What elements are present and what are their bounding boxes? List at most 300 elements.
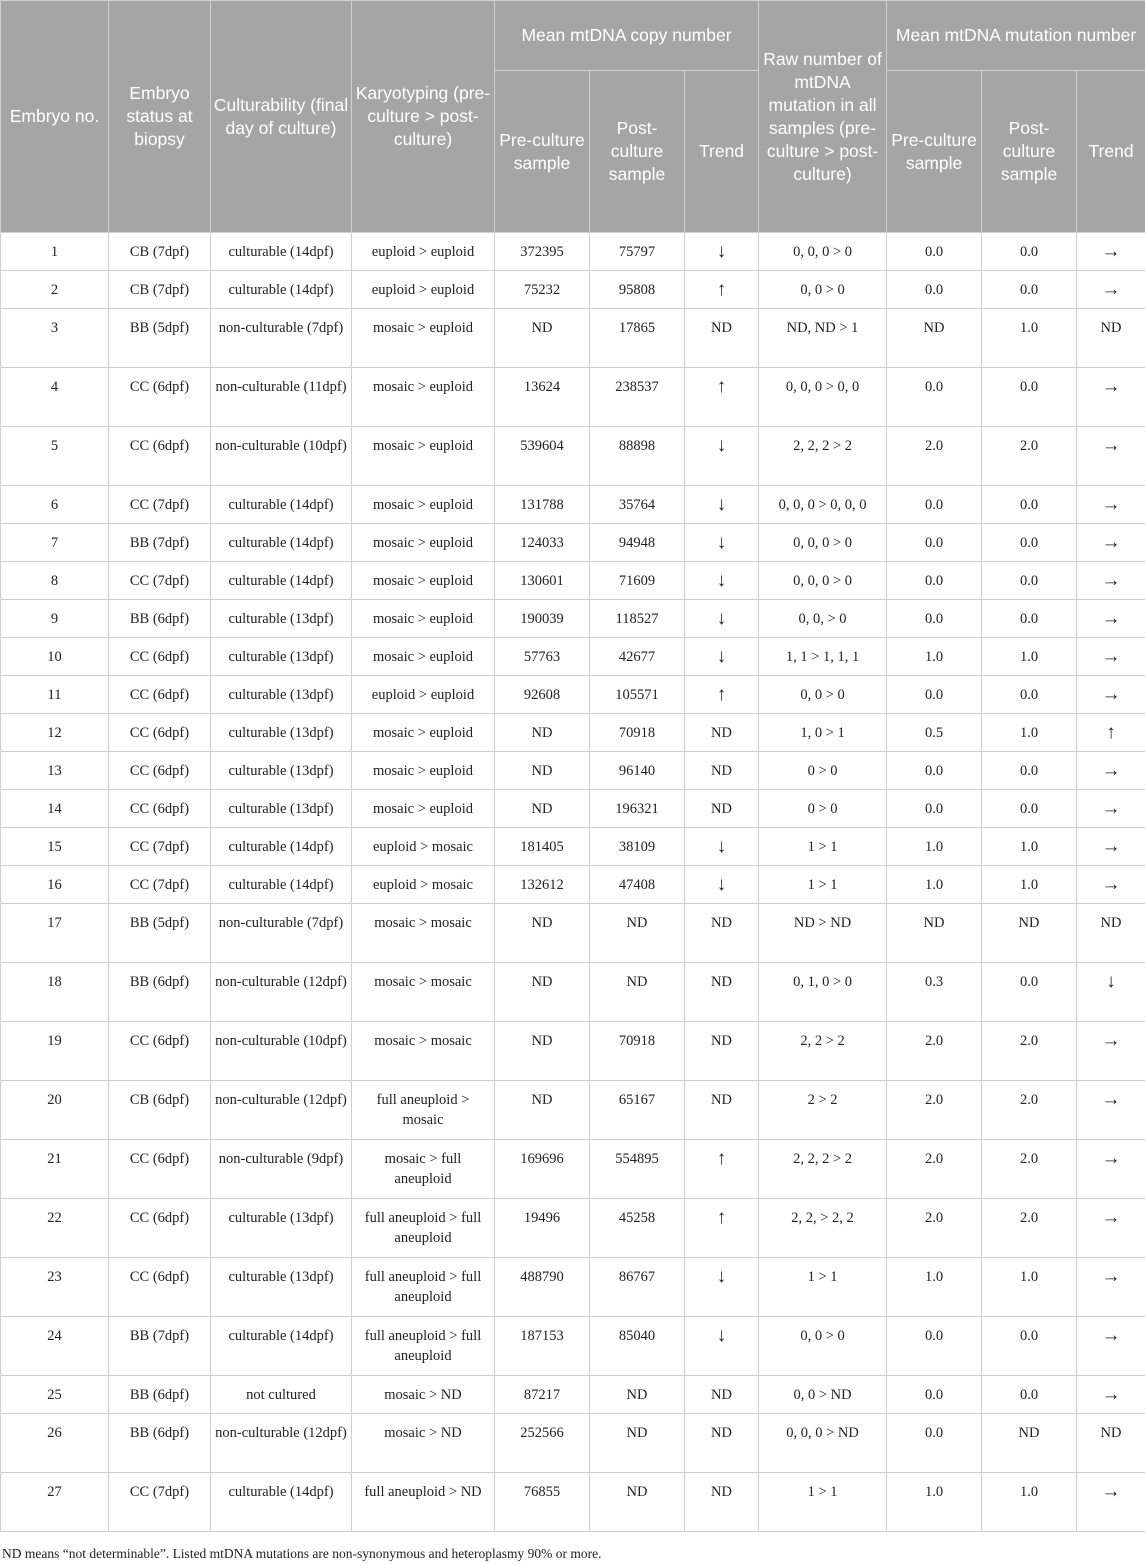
cell-embryo-no: 6 [1, 486, 109, 524]
cell-mut-pre-culture: 2.0 [887, 1081, 982, 1140]
cell-karyotyping: mosaic > euploid [352, 427, 495, 486]
cell-cn-pre-culture: 19496 [495, 1199, 590, 1258]
cell-culturability: non-culturable (12dpf) [211, 963, 352, 1022]
cell-embryo-no: 9 [1, 600, 109, 638]
cell-mut-pre-culture: 1.0 [887, 1258, 982, 1317]
cell-cn-trend: ND [685, 714, 759, 752]
cell-mut-pre-culture: 0.0 [887, 524, 982, 562]
header-cn-trend: Trend [685, 71, 759, 233]
cell-mut-pre-culture: ND [887, 904, 982, 963]
table-row [1, 866, 1145, 904]
cell-culturability: culturable (14dpf) [211, 1317, 352, 1376]
cell-cn-pre-culture: ND [495, 904, 590, 963]
cell-mut-post-culture: 1.0 [982, 1258, 1077, 1317]
cell-cn-pre-culture: 187153 [495, 1317, 590, 1376]
cell-mut-pre-culture: 1.0 [887, 828, 982, 866]
cell-raw-mutation: ND > ND [759, 904, 887, 963]
cell-cn-pre-culture: ND [495, 963, 590, 1022]
cell-culturability: non-culturable (12dpf) [211, 1414, 352, 1473]
cell-embryo-no: 21 [1, 1140, 109, 1199]
cell-mut-post-culture: 0.0 [982, 486, 1077, 524]
table-row [1, 524, 1145, 562]
cell-cn-pre-culture: 539604 [495, 427, 590, 486]
cell-embryo-no: 11 [1, 676, 109, 714]
cell-cn-pre-culture: ND [495, 790, 590, 828]
cell-mut-pre-culture: 1.0 [887, 1473, 982, 1532]
cell-embryo-no: 3 [1, 309, 109, 368]
cell-cn-post-culture: ND [590, 1414, 685, 1473]
table-row [1, 1473, 1145, 1532]
cell-cn-pre-culture: 57763 [495, 638, 590, 676]
cell-cn-trend: ↓ [685, 562, 759, 600]
header-copy-number-group: Mean mtDNA copy number [495, 1, 759, 71]
cell-mut-post-culture: 2.0 [982, 1022, 1077, 1081]
cell-cn-post-culture: ND [590, 1473, 685, 1532]
cell-raw-mutation: 1 > 1 [759, 1258, 887, 1317]
cell-embryo-status: BB (6dpf) [109, 963, 211, 1022]
cell-mut-post-culture: 2.0 [982, 1140, 1077, 1199]
cell-cn-trend: ↓ [685, 1258, 759, 1317]
cell-mut-trend: → [1077, 271, 1145, 309]
cell-culturability: culturable (13dpf) [211, 1258, 352, 1317]
cell-raw-mutation: 0, 0, > 0 [759, 600, 887, 638]
cell-embryo-no: 16 [1, 866, 109, 904]
cell-cn-trend: ND [685, 1081, 759, 1140]
cell-mut-pre-culture: 1.0 [887, 638, 982, 676]
cell-embryo-status: CC (6dpf) [109, 368, 211, 427]
cell-karyotyping: mosaic > mosaic [352, 904, 495, 963]
cell-raw-mutation: 0, 0 > 0 [759, 1317, 887, 1376]
cell-culturability: culturable (14dpf) [211, 486, 352, 524]
cell-karyotyping: mosaic > ND [352, 1376, 495, 1414]
cell-raw-mutation: 2, 2, > 2, 2 [759, 1199, 887, 1258]
cell-mut-pre-culture: 0.0 [887, 676, 982, 714]
cell-culturability: culturable (14dpf) [211, 1473, 352, 1532]
cell-karyotyping: mosaic > mosaic [352, 1022, 495, 1081]
cell-embryo-status: CC (7dpf) [109, 866, 211, 904]
cell-mut-post-culture: 0.0 [982, 600, 1077, 638]
cell-raw-mutation: 0 > 0 [759, 752, 887, 790]
cell-karyotyping: mosaic > euploid [352, 600, 495, 638]
cell-cn-post-culture: 45258 [590, 1199, 685, 1258]
header-karyotyping: Karyotyping (pre-culture > post-culture) [352, 1, 495, 233]
cell-karyotyping: euploid > mosaic [352, 866, 495, 904]
cell-karyotyping: euploid > euploid [352, 233, 495, 271]
table-row [1, 1022, 1145, 1081]
cell-cn-trend: ↓ [685, 486, 759, 524]
cell-mut-trend: → [1077, 1317, 1145, 1376]
table-row [1, 368, 1145, 427]
cell-cn-post-culture: 75797 [590, 233, 685, 271]
cell-cn-pre-culture: 75232 [495, 271, 590, 309]
cell-mut-pre-culture: 1.0 [887, 866, 982, 904]
cell-embryo-status: CC (6dpf) [109, 427, 211, 486]
cell-cn-post-culture: 70918 [590, 714, 685, 752]
cell-raw-mutation: 1 > 1 [759, 1473, 887, 1532]
cell-cn-trend: ND [685, 752, 759, 790]
cell-culturability: culturable (14dpf) [211, 866, 352, 904]
cell-cn-post-culture: 238537 [590, 368, 685, 427]
cell-cn-post-culture: 47408 [590, 866, 685, 904]
cell-culturability: culturable (13dpf) [211, 600, 352, 638]
cell-embryo-no: 15 [1, 828, 109, 866]
cell-mut-trend: → [1077, 1473, 1145, 1532]
cell-karyotyping: mosaic > euploid [352, 368, 495, 427]
cell-raw-mutation: 0, 0, 0 > 0 [759, 562, 887, 600]
cell-culturability: non-culturable (9dpf) [211, 1140, 352, 1199]
cell-cn-post-culture: 96140 [590, 752, 685, 790]
cell-cn-post-culture: 88898 [590, 427, 685, 486]
cell-cn-pre-culture: 252566 [495, 1414, 590, 1473]
cell-cn-post-culture: 85040 [590, 1317, 685, 1376]
cell-mut-post-culture: 0.0 [982, 1376, 1077, 1414]
cell-mut-post-culture: 1.0 [982, 828, 1077, 866]
cell-cn-trend: ↑ [685, 1199, 759, 1258]
cell-embryo-no: 8 [1, 562, 109, 600]
cell-mut-trend: → [1077, 790, 1145, 828]
cell-raw-mutation: 2, 2 > 2 [759, 1022, 887, 1081]
cell-cn-pre-culture: 169696 [495, 1140, 590, 1199]
cell-mut-post-culture: 1.0 [982, 1473, 1077, 1532]
cell-culturability: culturable (14dpf) [211, 828, 352, 866]
cell-embryo-no: 22 [1, 1199, 109, 1258]
table-row [1, 1414, 1145, 1473]
cell-culturability: not cultured [211, 1376, 352, 1414]
cell-cn-post-culture: 65167 [590, 1081, 685, 1140]
cell-embryo-status: CC (6dpf) [109, 1199, 211, 1258]
cell-cn-trend: ND [685, 1414, 759, 1473]
cell-culturability: non-culturable (12dpf) [211, 1081, 352, 1140]
cell-cn-pre-culture: 190039 [495, 600, 590, 638]
cell-karyotyping: mosaic > euploid [352, 714, 495, 752]
cell-mut-post-culture: 0.0 [982, 368, 1077, 427]
cell-cn-pre-culture: 92608 [495, 676, 590, 714]
cell-embryo-no: 24 [1, 1317, 109, 1376]
cell-cn-pre-culture: 132612 [495, 866, 590, 904]
cell-mut-trend: → [1077, 233, 1145, 271]
cell-cn-trend: ND [685, 1376, 759, 1414]
cell-cn-trend: ↓ [685, 1317, 759, 1376]
cell-embryo-status: CC (6dpf) [109, 1022, 211, 1081]
cell-embryo-status: BB (7dpf) [109, 524, 211, 562]
cell-cn-pre-culture: 181405 [495, 828, 590, 866]
cell-raw-mutation: 0 > 0 [759, 790, 887, 828]
table-row [1, 963, 1145, 1022]
header-embryo-status: Embryo status at biopsy [109, 1, 211, 233]
cell-cn-pre-culture: 131788 [495, 486, 590, 524]
cell-mut-pre-culture: 2.0 [887, 1022, 982, 1081]
cell-karyotyping: mosaic > euploid [352, 309, 495, 368]
table-row [1, 271, 1145, 309]
cell-embryo-no: 20 [1, 1081, 109, 1140]
cell-embryo-no: 12 [1, 714, 109, 752]
cell-culturability: non-culturable (10dpf) [211, 1022, 352, 1081]
cell-cn-trend: ↓ [685, 427, 759, 486]
cell-embryo-status: CB (6dpf) [109, 1081, 211, 1140]
table-row [1, 486, 1145, 524]
cell-embryo-no: 1 [1, 233, 109, 271]
cell-embryo-status: CB (7dpf) [109, 233, 211, 271]
cell-mut-post-culture: 2.0 [982, 1199, 1077, 1258]
table-row [1, 562, 1145, 600]
cell-raw-mutation: 0, 0, 0 > 0 [759, 233, 887, 271]
table-body [1, 233, 1145, 1532]
cell-karyotyping: full aneuploid > full aneuploid [352, 1199, 495, 1258]
header-cn-pre-culture: Pre-culture sample [495, 71, 590, 233]
cell-embryo-status: CC (6dpf) [109, 752, 211, 790]
table-row [1, 1140, 1145, 1199]
cell-culturability: non-culturable (7dpf) [211, 904, 352, 963]
table-row [1, 1317, 1145, 1376]
cell-embryo-status: BB (6dpf) [109, 1376, 211, 1414]
cell-cn-post-culture: ND [590, 963, 685, 1022]
cell-raw-mutation: 2 > 2 [759, 1081, 887, 1140]
cell-cn-trend: ND [685, 1473, 759, 1532]
header-mutation-group: Mean mtDNA mutation number [887, 1, 1145, 71]
cell-karyotyping: euploid > euploid [352, 676, 495, 714]
cell-culturability: non-culturable (10dpf) [211, 427, 352, 486]
cell-mut-trend: → [1077, 676, 1145, 714]
cell-cn-pre-culture: ND [495, 1022, 590, 1081]
cell-raw-mutation: 0, 0, 0 > 0, 0, 0 [759, 486, 887, 524]
header-cn-post-culture: Post-culture sample [590, 71, 685, 233]
cell-mut-trend: ND [1077, 1414, 1145, 1473]
cell-mut-trend: → [1077, 866, 1145, 904]
cell-embryo-status: CC (7dpf) [109, 828, 211, 866]
cell-cn-pre-culture: 488790 [495, 1258, 590, 1317]
cell-cn-post-culture: 17865 [590, 309, 685, 368]
table-row [1, 676, 1145, 714]
cell-mut-trend: → [1077, 1199, 1145, 1258]
cell-mut-post-culture: 0.0 [982, 524, 1077, 562]
cell-cn-post-culture: 118527 [590, 600, 685, 638]
cell-culturability: non-culturable (7dpf) [211, 309, 352, 368]
cell-cn-post-culture: 94948 [590, 524, 685, 562]
table-row [1, 638, 1145, 676]
cell-mut-pre-culture: 0.3 [887, 963, 982, 1022]
cell-embryo-no: 27 [1, 1473, 109, 1532]
cell-cn-pre-culture: 130601 [495, 562, 590, 600]
cell-cn-trend: ND [685, 963, 759, 1022]
table-row [1, 714, 1145, 752]
table-row [1, 233, 1145, 271]
table-row [1, 427, 1145, 486]
cell-mut-trend: → [1077, 1022, 1145, 1081]
table-row [1, 828, 1145, 866]
cell-karyotyping: mosaic > euploid [352, 486, 495, 524]
cell-mut-post-culture: ND [982, 1414, 1077, 1473]
cell-mut-pre-culture: ND [887, 309, 982, 368]
cell-mut-post-culture: 1.0 [982, 638, 1077, 676]
cell-cn-pre-culture: ND [495, 1081, 590, 1140]
cell-embryo-status: BB (7dpf) [109, 1317, 211, 1376]
cell-cn-post-culture: 70918 [590, 1022, 685, 1081]
cell-cn-post-culture: 35764 [590, 486, 685, 524]
cell-culturability: culturable (14dpf) [211, 233, 352, 271]
cell-embryo-no: 25 [1, 1376, 109, 1414]
cell-cn-trend: ↑ [685, 676, 759, 714]
cell-cn-trend: ↓ [685, 600, 759, 638]
cell-mut-pre-culture: 0.0 [887, 233, 982, 271]
header-mut-pre-culture: Pre-culture sample [887, 71, 982, 233]
cell-embryo-status: BB (5dpf) [109, 904, 211, 963]
header-embryo-no: Embryo no. [1, 1, 109, 233]
cell-embryo-no: 17 [1, 904, 109, 963]
cell-mut-trend: ND [1077, 309, 1145, 368]
cell-cn-pre-culture: 87217 [495, 1376, 590, 1414]
table-row [1, 790, 1145, 828]
cell-mut-trend: → [1077, 600, 1145, 638]
cell-mut-trend: → [1077, 524, 1145, 562]
cell-cn-trend: ↑ [685, 1140, 759, 1199]
cell-raw-mutation: 1, 0 > 1 [759, 714, 887, 752]
cell-culturability: culturable (13dpf) [211, 714, 352, 752]
cell-culturability: culturable (14dpf) [211, 271, 352, 309]
cell-mut-post-culture: 2.0 [982, 1081, 1077, 1140]
cell-embryo-no: 4 [1, 368, 109, 427]
cell-cn-post-culture: 42677 [590, 638, 685, 676]
cell-embryo-status: CC (6dpf) [109, 638, 211, 676]
cell-embryo-status: CC (6dpf) [109, 790, 211, 828]
cell-mut-trend: → [1077, 1140, 1145, 1199]
cell-cn-post-culture: 86767 [590, 1258, 685, 1317]
table-row [1, 600, 1145, 638]
cell-embryo-no: 26 [1, 1414, 109, 1473]
cell-embryo-status: CC (6dpf) [109, 714, 211, 752]
cell-mut-post-culture: 0.0 [982, 1317, 1077, 1376]
table-row [1, 904, 1145, 963]
cell-raw-mutation: ND, ND > 1 [759, 309, 887, 368]
cell-embryo-status: BB (5dpf) [109, 309, 211, 368]
cell-mut-post-culture: 2.0 [982, 427, 1077, 486]
cell-mut-trend: ↑ [1077, 714, 1145, 752]
cell-raw-mutation: 0, 0, 0 > 0, 0 [759, 368, 887, 427]
cell-cn-pre-culture: 124033 [495, 524, 590, 562]
cell-mut-trend: → [1077, 752, 1145, 790]
cell-embryo-status: CC (6dpf) [109, 1140, 211, 1199]
cell-raw-mutation: 0, 0 > ND [759, 1376, 887, 1414]
cell-mut-post-culture: 0.0 [982, 752, 1077, 790]
cell-karyotyping: full aneuploid > mosaic [352, 1081, 495, 1140]
cell-cn-post-culture: 71609 [590, 562, 685, 600]
cell-cn-post-culture: 196321 [590, 790, 685, 828]
cell-cn-pre-culture: 372395 [495, 233, 590, 271]
cell-mut-post-culture: 1.0 [982, 309, 1077, 368]
cell-mut-pre-culture: 0.0 [887, 486, 982, 524]
cell-embryo-no: 5 [1, 427, 109, 486]
cell-karyotyping: euploid > euploid [352, 271, 495, 309]
table-row [1, 752, 1145, 790]
cell-mut-pre-culture: 2.0 [887, 1140, 982, 1199]
cell-mut-post-culture: ND [982, 904, 1077, 963]
table-row [1, 1258, 1145, 1317]
cell-cn-pre-culture: ND [495, 309, 590, 368]
cell-karyotyping: full aneuploid > ND [352, 1473, 495, 1532]
cell-mut-post-culture: 0.0 [982, 790, 1077, 828]
cell-mut-trend: ND [1077, 904, 1145, 963]
cell-embryo-no: 14 [1, 790, 109, 828]
cell-mut-pre-culture: 0.0 [887, 368, 982, 427]
cell-embryo-no: 18 [1, 963, 109, 1022]
cell-raw-mutation: 2, 2, 2 > 2 [759, 427, 887, 486]
cell-cn-trend: ND [685, 1022, 759, 1081]
cell-mut-pre-culture: 0.0 [887, 271, 982, 309]
table-row [1, 309, 1145, 368]
cell-karyotyping: mosaic > euploid [352, 524, 495, 562]
cell-mut-trend: → [1077, 638, 1145, 676]
cell-culturability: culturable (13dpf) [211, 752, 352, 790]
cell-mut-post-culture: 0.0 [982, 271, 1077, 309]
cell-culturability: culturable (13dpf) [211, 1199, 352, 1258]
header-raw-mutation: Raw number of mtDNA mutation in all samples (pre-culture > post-culture) [759, 1, 887, 233]
cell-karyotyping: mosaic > full aneuploid [352, 1140, 495, 1199]
cell-cn-pre-culture: 13624 [495, 368, 590, 427]
cell-mut-trend: → [1077, 368, 1145, 427]
cell-cn-trend: ↓ [685, 828, 759, 866]
cell-mut-post-culture: 0.0 [982, 562, 1077, 600]
cell-embryo-no: 10 [1, 638, 109, 676]
cell-embryo-status: CB (7dpf) [109, 271, 211, 309]
cell-cn-trend: ↓ [685, 866, 759, 904]
cell-karyotyping: mosaic > euploid [352, 790, 495, 828]
cell-embryo-status: CC (7dpf) [109, 486, 211, 524]
cell-cn-trend: ↑ [685, 368, 759, 427]
table-row [1, 1376, 1145, 1414]
cell-mut-post-culture: 0.0 [982, 676, 1077, 714]
cell-mut-trend: → [1077, 1258, 1145, 1317]
cell-mut-trend: → [1077, 1081, 1145, 1140]
table-footnote: ND means “not determinable”. Listed mtDNA mutations are non-synonymous and heteroplasmy 90% or more. [2, 1546, 602, 1561]
cell-cn-post-culture: ND [590, 904, 685, 963]
cell-cn-post-culture: 105571 [590, 676, 685, 714]
cell-cn-trend: ↓ [685, 524, 759, 562]
cell-mut-pre-culture: 0.0 [887, 752, 982, 790]
cell-raw-mutation: 0, 0, 0 > 0 [759, 524, 887, 562]
cell-cn-trend: ↓ [685, 233, 759, 271]
cell-cn-post-culture: 95808 [590, 271, 685, 309]
cell-embryo-status: CC (6dpf) [109, 1258, 211, 1317]
cell-culturability: culturable (13dpf) [211, 790, 352, 828]
cell-culturability: culturable (14dpf) [211, 562, 352, 600]
cell-embryo-no: 19 [1, 1022, 109, 1081]
cell-mut-trend: → [1077, 828, 1145, 866]
table-row [1, 1199, 1145, 1258]
cell-cn-trend: ↑ [685, 271, 759, 309]
cell-cn-pre-culture: 76855 [495, 1473, 590, 1532]
cell-mut-pre-culture: 0.5 [887, 714, 982, 752]
cell-raw-mutation: 0, 0 > 0 [759, 676, 887, 714]
cell-raw-mutation: 2, 2, 2 > 2 [759, 1140, 887, 1199]
cell-cn-post-culture: 38109 [590, 828, 685, 866]
table-header [1, 1, 1145, 233]
header-mut-trend: Trend [1077, 71, 1145, 233]
cell-culturability: culturable (13dpf) [211, 676, 352, 714]
cell-karyotyping: mosaic > euploid [352, 562, 495, 600]
cell-embryo-no: 2 [1, 271, 109, 309]
cell-cn-trend: ND [685, 904, 759, 963]
cell-karyotyping: mosaic > euploid [352, 752, 495, 790]
cell-karyotyping: euploid > mosaic [352, 828, 495, 866]
cell-raw-mutation: 1, 1 > 1, 1, 1 [759, 638, 887, 676]
cell-cn-trend: ND [685, 309, 759, 368]
cell-embryo-status: CC (7dpf) [109, 562, 211, 600]
cell-embryo-no: 7 [1, 524, 109, 562]
cell-cn-trend: ND [685, 790, 759, 828]
cell-karyotyping: mosaic > euploid [352, 638, 495, 676]
cell-embryo-status: BB (6dpf) [109, 600, 211, 638]
cell-embryo-status: CC (7dpf) [109, 1473, 211, 1532]
cell-cn-pre-culture: ND [495, 714, 590, 752]
